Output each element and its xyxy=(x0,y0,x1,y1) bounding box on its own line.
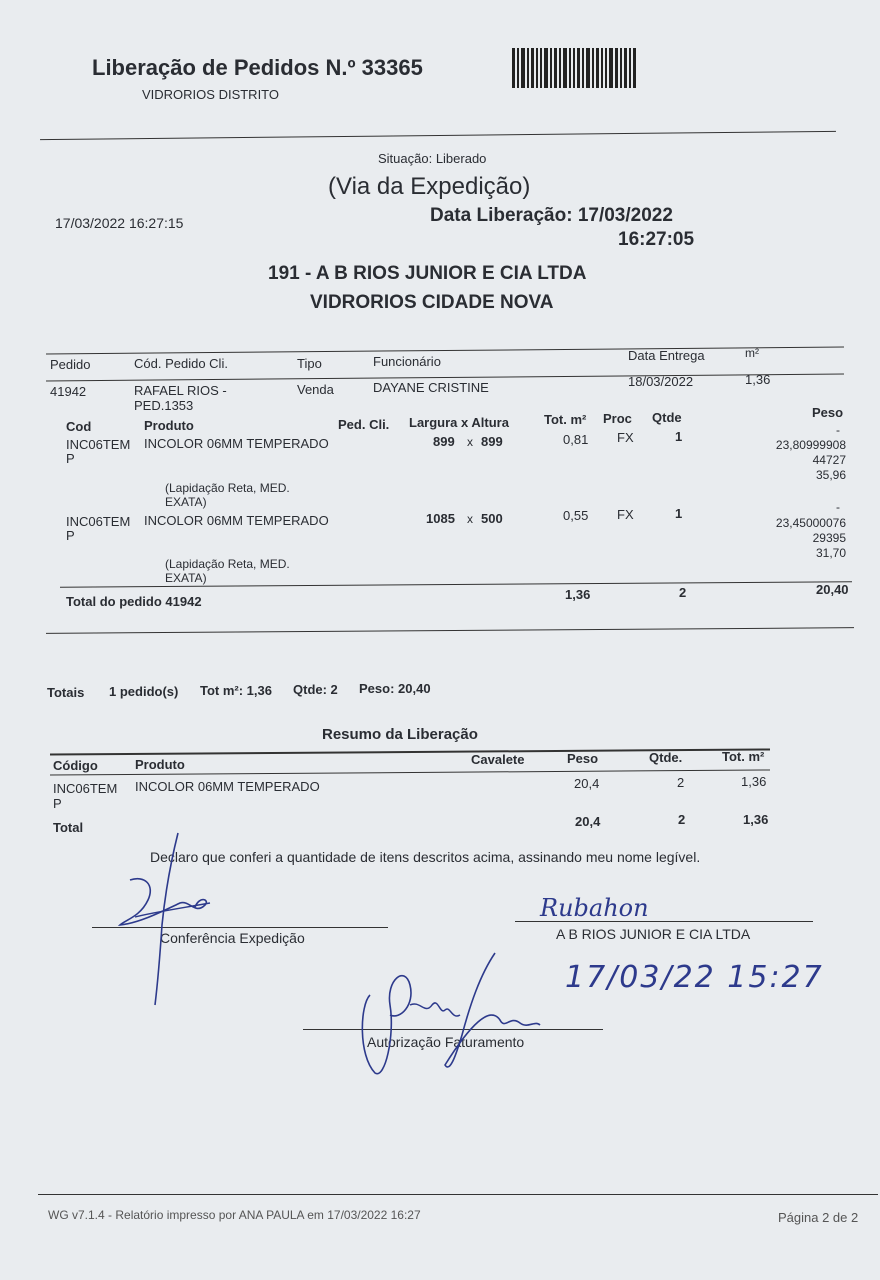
order-total-m2: 1,36 xyxy=(565,587,591,602)
col-tipo: Tipo xyxy=(297,356,322,371)
item-tot-m2: 0,81 xyxy=(563,432,589,447)
item-peso-2: 29395 xyxy=(812,531,846,545)
item-peso-3: 35,96 xyxy=(815,468,846,482)
items-col-largura-altura: Largura x Altura xyxy=(409,415,509,430)
totals-m2: Tot m²: 1,36 xyxy=(200,683,272,698)
summary-title: Resumo da Liberação xyxy=(322,726,478,743)
summary-total-tot-m2: 1,36 xyxy=(743,812,769,827)
item-obs-2: EXATA) xyxy=(165,495,207,509)
totals-qtde: Qtde: 2 xyxy=(293,682,338,697)
order-total-qtde: 2 xyxy=(679,585,687,600)
item-obs-1: (Lapidação Reta, MED. xyxy=(165,557,290,571)
item-peso-dash: - xyxy=(836,423,840,437)
handwritten-client-signature: Rubahon xyxy=(540,894,649,922)
footer-page-number: Página 2 de 2 xyxy=(778,1210,859,1225)
document-title: Liberação de Pedidos N.º 33365 xyxy=(92,55,423,80)
footer-line xyxy=(38,1194,878,1195)
client-branch: VIDRORIOS CIDADE NOVA xyxy=(310,292,554,313)
declaration-text: Declaro que conferi a quantidade de itens descritos acima, assinando meu nome legível. xyxy=(150,849,701,865)
col-funcionario: Funcionário xyxy=(373,354,441,369)
item-produto: INCOLOR 06MM TEMPERADO xyxy=(144,513,329,528)
order-pedido: 41942 xyxy=(50,384,87,399)
col-data-entrega: Data Entrega xyxy=(628,348,705,363)
summary-total-qtde: 2 xyxy=(678,812,686,827)
handwritten-date: 17/03/22 15:27 xyxy=(565,960,824,995)
autorizacao-signature xyxy=(350,945,550,1080)
order-cod-cli: RAFAEL RIOS - xyxy=(134,383,227,398)
item-x: x xyxy=(467,512,473,526)
summary-col-qtde: Qtde. xyxy=(649,750,683,765)
col-m2: m² xyxy=(745,346,759,360)
item-peso-dash: - xyxy=(836,500,840,514)
order-section-end-line xyxy=(46,627,854,634)
release-time: 16:27:05 xyxy=(618,229,695,250)
item-x: x xyxy=(467,435,473,449)
order-tipo: Venda xyxy=(297,382,334,397)
client-name: 191 - A B RIOS JUNIOR E CIA LTDA xyxy=(268,263,587,284)
summary-total-label: Total xyxy=(53,820,84,835)
items-col-qtde: Qtde xyxy=(652,410,682,425)
via-label: (Via da Expedição) xyxy=(328,173,531,200)
summary-col-peso: Peso xyxy=(567,751,599,766)
status-text: Situação: Liberado xyxy=(378,151,487,166)
summary-col-tot-m2: Tot. m² xyxy=(722,749,765,764)
summary-col-produto: Produto xyxy=(135,757,185,772)
item-largura: 1085 xyxy=(426,511,455,526)
item-peso-3: 31,70 xyxy=(815,546,846,560)
totals-peso: Peso: 20,40 xyxy=(359,681,431,696)
item-cod: INC06TEM xyxy=(66,437,131,452)
conferencia-signature xyxy=(110,825,230,1010)
item-proc: FX xyxy=(617,507,634,522)
item-qtde: 1 xyxy=(675,429,683,444)
summary-row-codigo: INC06TEM xyxy=(53,781,118,796)
item-altura: 500 xyxy=(481,511,503,526)
release-date: Data Liberação: 17/03/2022 xyxy=(430,205,673,226)
items-col-ped-cli: Ped. Cli. xyxy=(338,417,390,432)
item-cod-2: P xyxy=(66,528,75,543)
item-peso-1: 23,80999908 xyxy=(775,438,846,452)
item-largura: 899 xyxy=(433,434,455,449)
summary-row-qtde: 2 xyxy=(677,775,685,790)
signature-label-conferencia: Conferência Expedição xyxy=(160,930,305,946)
summary-row-tot-m2: 1,36 xyxy=(741,774,767,789)
item-obs-2: EXATA) xyxy=(165,571,207,585)
summary-total-peso: 20,4 xyxy=(575,814,601,829)
col-pedido: Pedido xyxy=(50,357,91,372)
items-col-proc: Proc xyxy=(603,411,632,426)
printed-timestamp: 17/03/2022 16:27:15 xyxy=(55,215,184,231)
item-peso-1: 23,45000076 xyxy=(775,516,846,530)
order-m2: 1,36 xyxy=(745,372,771,387)
totals-pedidos: 1 pedido(s) xyxy=(109,684,179,699)
item-altura: 899 xyxy=(481,434,503,449)
company-name: VIDRORIOS DISTRITO xyxy=(142,87,279,102)
item-tot-m2: 0,55 xyxy=(563,508,589,523)
items-col-cod: Cod xyxy=(66,419,92,434)
signature-label-cliente: A B RIOS JUNIOR E CIA LTDA xyxy=(556,926,751,942)
header-divider xyxy=(40,131,836,140)
order-funcionario: DAYANE CRISTINE xyxy=(373,380,489,395)
totals-label: Totais xyxy=(47,685,85,700)
order-data-entrega: 18/03/2022 xyxy=(628,374,694,389)
item-cod-2: P xyxy=(66,451,75,466)
summary-col-codigo: Código xyxy=(53,758,98,773)
items-col-produto: Produto xyxy=(144,418,194,433)
order-total-peso: 20,40 xyxy=(816,582,849,597)
col-cod-pedido-cli: Cód. Pedido Cli. xyxy=(134,356,228,371)
order-cod-cli-2: PED.1353 xyxy=(134,398,194,413)
footer-print-info: WG v7.1.4 - Relatório impresso por ANA PAULA em 17/03/2022 16:27 xyxy=(48,1208,421,1222)
item-proc: FX xyxy=(617,430,634,445)
items-col-peso: Peso xyxy=(812,405,844,420)
signature-label-autorizacao: Autorização Faturamento xyxy=(367,1034,525,1050)
summary-row-produto: INCOLOR 06MM TEMPERADO xyxy=(135,779,320,794)
summary-row-codigo-2: P xyxy=(53,796,62,811)
order-header-top-line xyxy=(46,347,844,355)
item-obs-1: (Lapidação Reta, MED. xyxy=(165,481,290,495)
barcode xyxy=(512,48,638,88)
summary-col-cavalete: Cavalete xyxy=(471,752,525,767)
order-total-label: Total do pedido 41942 xyxy=(66,594,202,609)
item-cod: INC06TEM xyxy=(66,514,131,529)
items-col-tot-m2: Tot. m² xyxy=(544,412,587,427)
summary-row-peso: 20,4 xyxy=(574,776,600,791)
item-produto: INCOLOR 06MM TEMPERADO xyxy=(144,436,329,451)
item-peso-2: 44727 xyxy=(812,453,846,467)
item-qtde: 1 xyxy=(675,506,683,521)
